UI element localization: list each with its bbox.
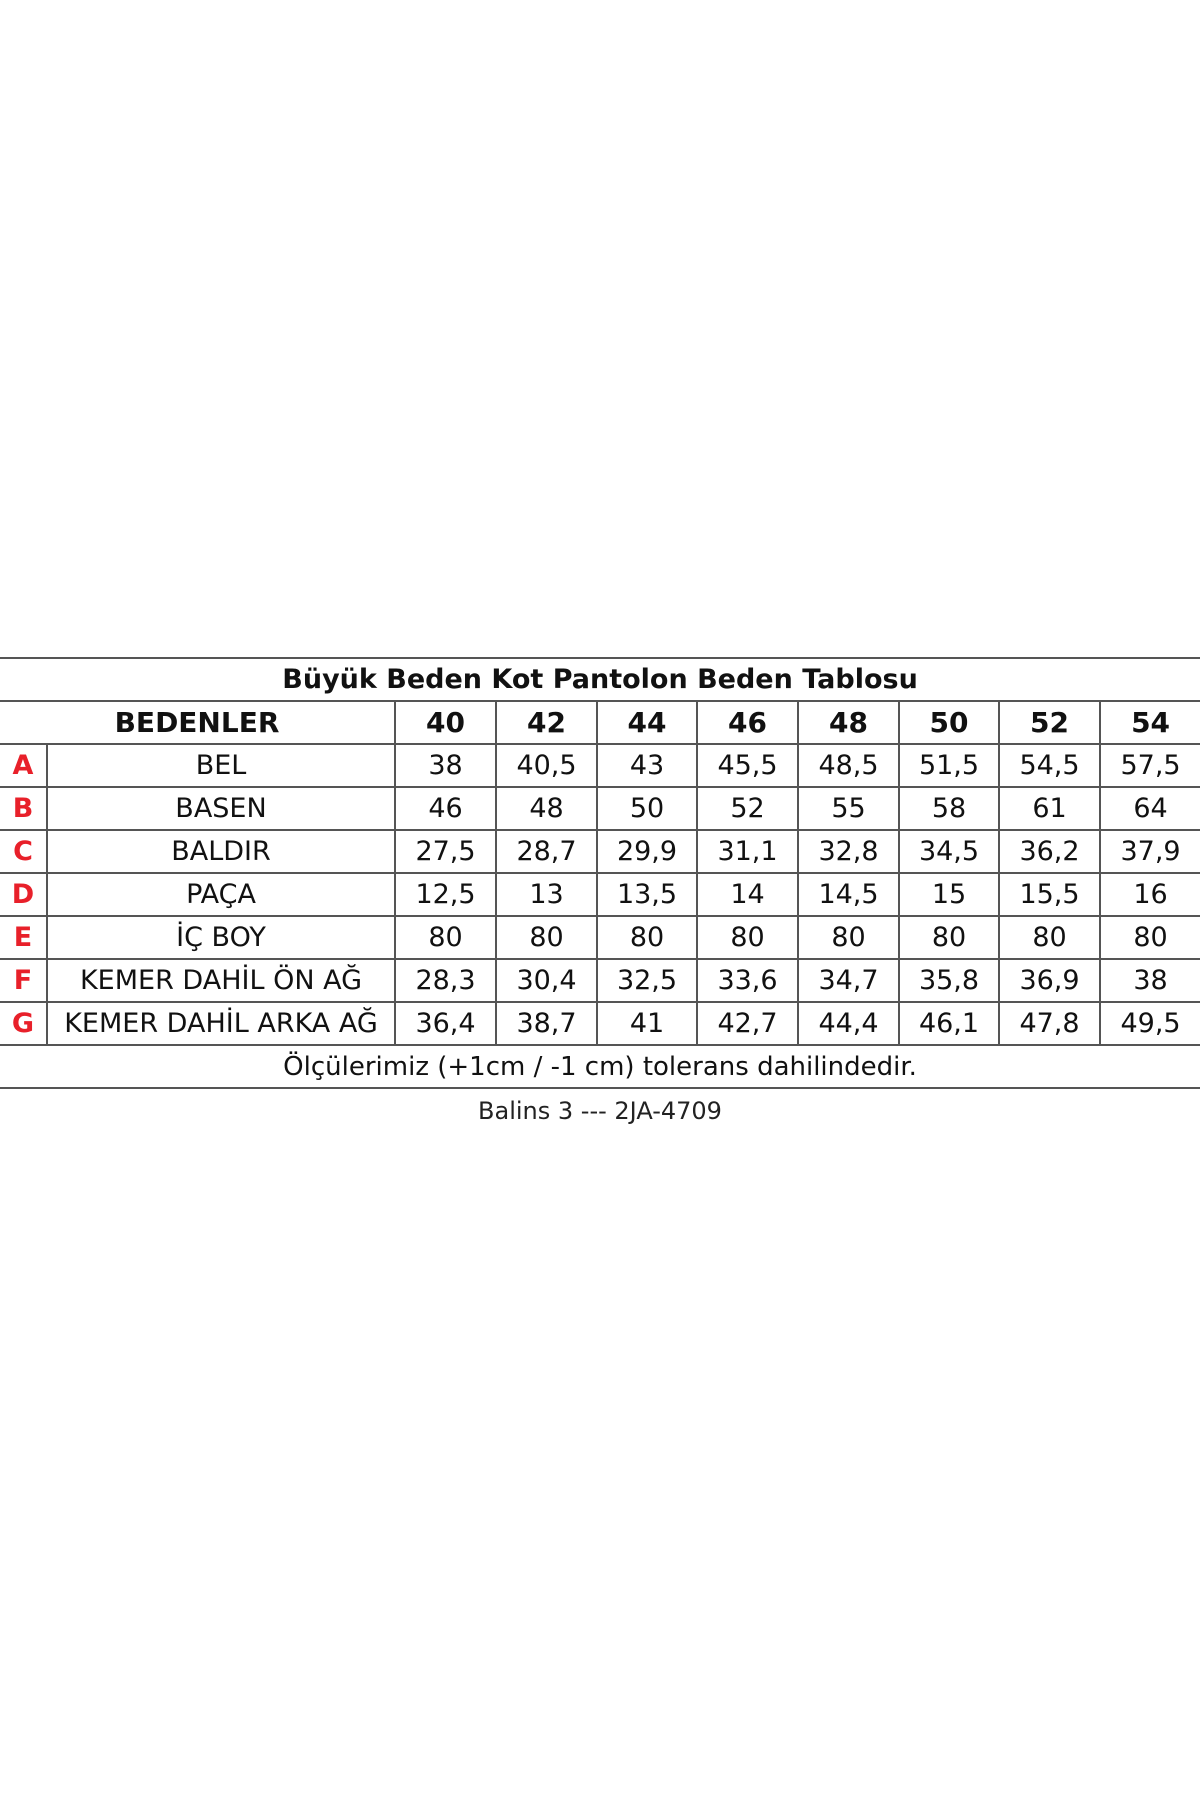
tolerance-note: Ölçülerimiz (+1cm / -1 cm) tolerans dahilindedir. (0, 1045, 1200, 1088)
table-cell: 15 (899, 873, 999, 916)
table-cell: 34,5 (899, 830, 999, 873)
table-cell: 14 (697, 873, 798, 916)
table-cell: 13 (496, 873, 597, 916)
table-cell: 14,5 (798, 873, 899, 916)
measurement-name: BEL (47, 744, 395, 787)
note-row (0, 1045, 1200, 1088)
title-row (0, 658, 1200, 701)
table-cell: 64 (1100, 787, 1200, 830)
measurement-name: BALDIR (47, 830, 395, 873)
table-cell: 31,1 (697, 830, 798, 873)
table-cell: 28,7 (496, 830, 597, 873)
table-cell: 55 (798, 787, 899, 830)
table-row (0, 1002, 1200, 1045)
table-cell: 42,7 (697, 1002, 798, 1045)
table-cell: 46,1 (899, 1002, 999, 1045)
table-cell: 41 (597, 1002, 697, 1045)
size-chart (0, 657, 1200, 1125)
table-cell: 80 (395, 916, 496, 959)
table-cell: 54,5 (999, 744, 1100, 787)
table-cell: 12,5 (395, 873, 496, 916)
table-cell: 49,5 (1100, 1002, 1200, 1045)
table-cell: 32,8 (798, 830, 899, 873)
table-cell: 52 (697, 787, 798, 830)
table-row (0, 916, 1200, 959)
size-header: 52 (999, 701, 1100, 744)
table-cell: 34,7 (798, 959, 899, 1002)
table-cell: 33,6 (697, 959, 798, 1002)
size-header: 46 (697, 701, 798, 744)
table-cell: 43 (597, 744, 697, 787)
table-cell: 80 (899, 916, 999, 959)
row-letter: B (0, 787, 47, 830)
table-cell: 80 (999, 916, 1100, 959)
table-cell: 15,5 (999, 873, 1100, 916)
size-header: 42 (496, 701, 597, 744)
table-cell: 32,5 (597, 959, 697, 1002)
table-cell: 40,5 (496, 744, 597, 787)
table-cell: 61 (999, 787, 1100, 830)
table-cell: 51,5 (899, 744, 999, 787)
measurement-name: KEMER DAHİL ÖN AĞ (47, 959, 395, 1002)
table-cell: 36,4 (395, 1002, 496, 1045)
measurement-name: İÇ BOY (47, 916, 395, 959)
table-cell: 13,5 (597, 873, 697, 916)
row-letter: F (0, 959, 47, 1002)
table-cell: 46 (395, 787, 496, 830)
table-cell: 47,8 (999, 1002, 1100, 1045)
table-cell: 30,4 (496, 959, 597, 1002)
table-cell: 50 (597, 787, 697, 830)
table-row (0, 873, 1200, 916)
measurement-name: KEMER DAHİL ARKA AĞ (47, 1002, 395, 1045)
row-letter: C (0, 830, 47, 873)
table-row (0, 744, 1200, 787)
table-cell: 45,5 (697, 744, 798, 787)
table-cell: 80 (597, 916, 697, 959)
sizes-header-label: BEDENLER (0, 701, 395, 744)
table-cell: 29,9 (597, 830, 697, 873)
size-header: 40 (395, 701, 496, 744)
product-code: Balins 3 --- 2JA-4709 (478, 1097, 722, 1125)
chart-title: Büyük Beden Kot Pantolon Beden Tablosu (0, 658, 1200, 701)
table-cell: 36,2 (999, 830, 1100, 873)
table-cell: 38,7 (496, 1002, 597, 1045)
table-cell: 44,4 (798, 1002, 899, 1045)
size-header: 48 (798, 701, 899, 744)
table-cell: 80 (697, 916, 798, 959)
size-header: 54 (1100, 701, 1200, 744)
measurement-name: BASEN (47, 787, 395, 830)
table-cell: 16 (1100, 873, 1200, 916)
table-cell: 35,8 (899, 959, 999, 1002)
measurement-name: PAÇA (47, 873, 395, 916)
size-header: 44 (597, 701, 697, 744)
table-cell: 37,9 (1100, 830, 1200, 873)
size-table (0, 657, 1200, 1089)
table-cell: 38 (1100, 959, 1200, 1002)
table-cell: 57,5 (1100, 744, 1200, 787)
table-row (0, 830, 1200, 873)
row-letter: A (0, 744, 47, 787)
row-letter: D (0, 873, 47, 916)
table-cell: 27,5 (395, 830, 496, 873)
row-letter: G (0, 1002, 47, 1045)
table-cell: 80 (1100, 916, 1200, 959)
table-cell: 28,3 (395, 959, 496, 1002)
size-header: 50 (899, 701, 999, 744)
table-cell: 48,5 (798, 744, 899, 787)
table-row (0, 959, 1200, 1002)
table-cell: 48 (496, 787, 597, 830)
row-letter: E (0, 916, 47, 959)
table-cell: 80 (798, 916, 899, 959)
table-row (0, 787, 1200, 830)
table-cell: 38 (395, 744, 496, 787)
table-cell: 80 (496, 916, 597, 959)
header-row (0, 701, 1200, 744)
table-cell: 36,9 (999, 959, 1100, 1002)
table-cell: 58 (899, 787, 999, 830)
